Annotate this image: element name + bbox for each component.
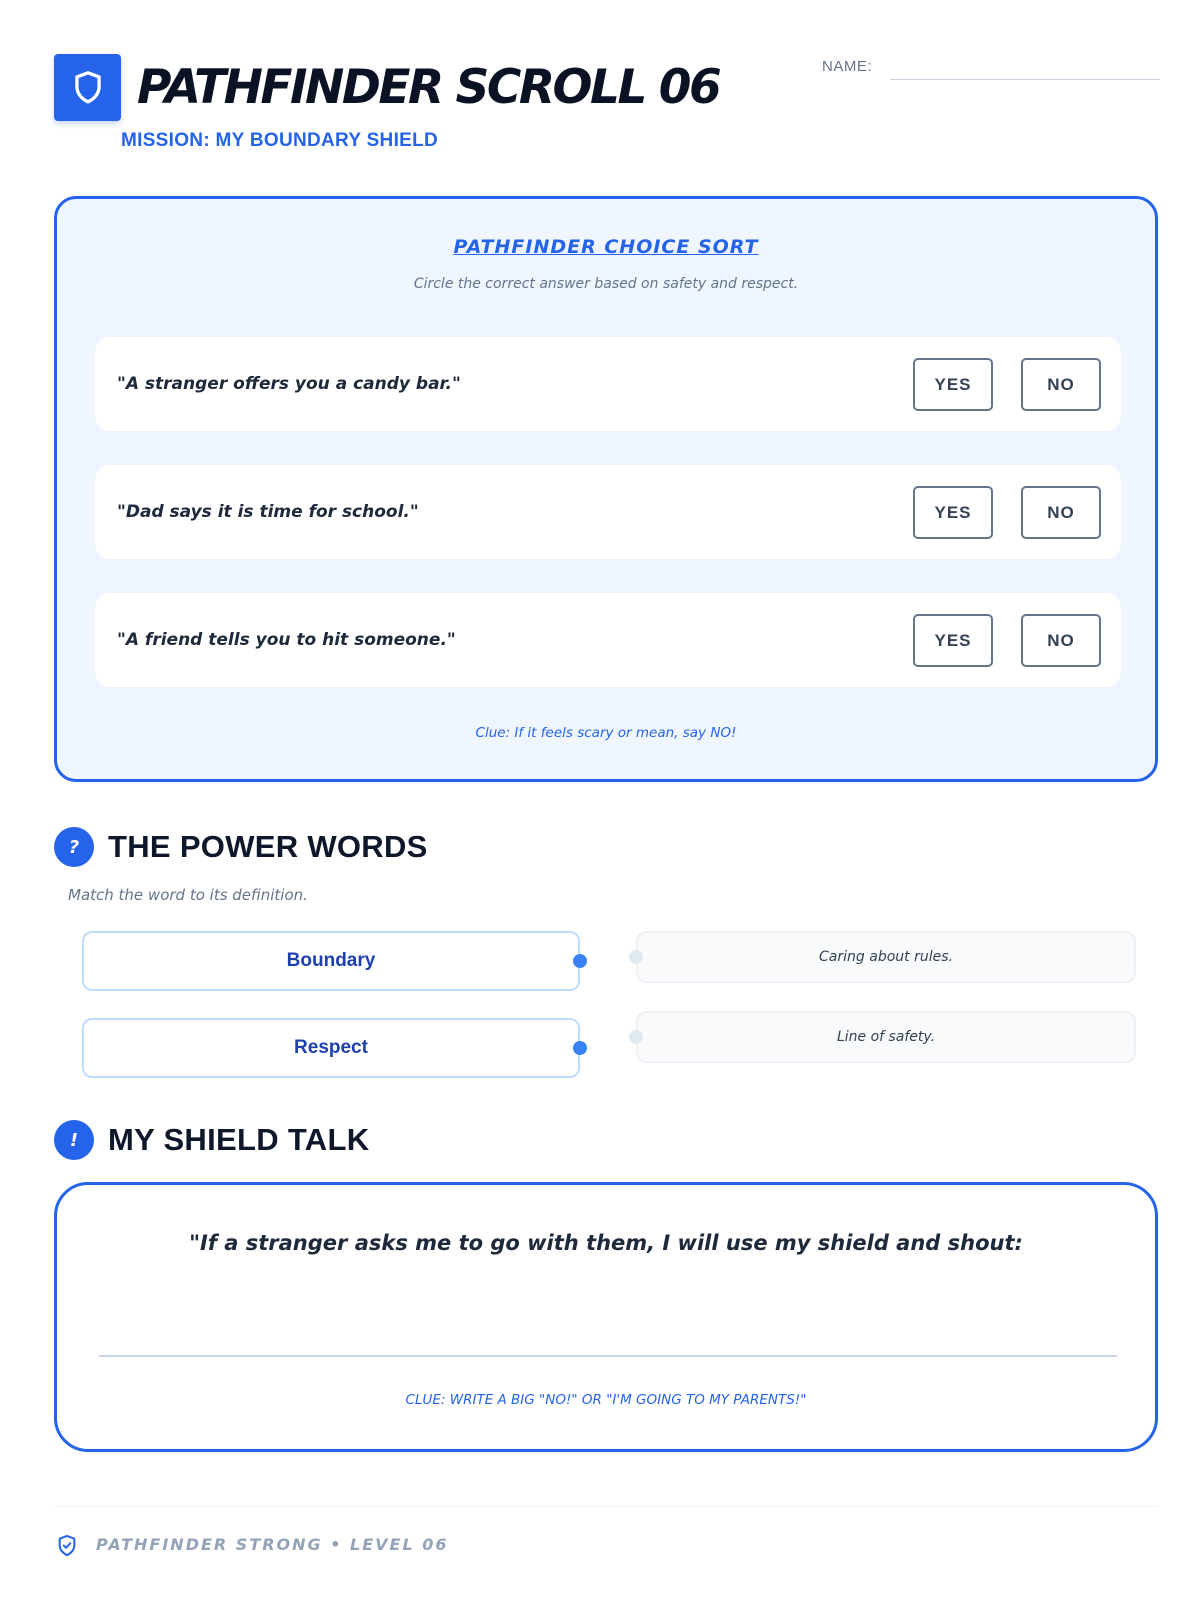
connector-dot[interactable]: [573, 1041, 587, 1055]
match-definition[interactable]: [636, 1011, 1136, 1063]
match-definition-label: Line of safety.: [836, 1029, 936, 1045]
no-button[interactable]: NO: [1021, 614, 1101, 667]
question-text: "A stranger offers you a candy bar.": [117, 374, 461, 394]
match-word-label: Respect: [294, 1037, 368, 1058]
name-field[interactable]: [890, 79, 1160, 80]
page-title: PATHFINDER SCROLL 06: [137, 60, 720, 115]
power-words-title: THE POWER WORDS: [108, 829, 428, 864]
power-words-instructions: Match the word to its definition.: [68, 886, 308, 904]
shield-talk-clue: CLUE: WRITE A BIG "NO!" OR "I'M GOING TO MY PARENTS!": [405, 1392, 807, 1408]
shield-talk-prompt: "If a stranger asks me to go with them, I will use my shield and shout:: [189, 1231, 1023, 1255]
mission-subtitle: MISSION: MY BOUNDARY SHIELD: [121, 130, 439, 151]
name-label: NAME:: [822, 58, 873, 75]
footer-divider: [54, 1506, 1158, 1507]
choice-sort-title: PATHFINDER CHOICE SORT: [453, 236, 759, 258]
shield-talk-panel: [54, 1182, 1158, 1452]
match-word-respect[interactable]: [82, 1018, 580, 1078]
yes-button[interactable]: YES: [913, 358, 993, 411]
match-definition-label: Caring about rules.: [819, 949, 953, 965]
shield-check-icon: [56, 1534, 78, 1562]
choice-sort-instructions: Circle the correct answer based on safety and respect.: [413, 276, 799, 292]
yes-button[interactable]: YES: [913, 614, 993, 667]
connector-dot[interactable]: [629, 950, 643, 964]
logo: [54, 54, 121, 121]
match-word-boundary[interactable]: [82, 931, 580, 991]
question-row: [95, 337, 1121, 431]
question-row: [95, 593, 1121, 687]
choice-sort-clue: Clue: If it feels scary or mean, say NO!: [475, 725, 737, 741]
no-button[interactable]: NO: [1021, 358, 1101, 411]
match-word-label: Boundary: [286, 950, 376, 971]
shield-icon: [71, 70, 105, 106]
exclamation-icon: !: [54, 1120, 94, 1160]
question-row: [95, 465, 1121, 559]
choice-sort-panel: [54, 196, 1158, 782]
question-text: "Dad says it is time for school.": [117, 502, 419, 522]
connector-dot[interactable]: [629, 1030, 643, 1044]
question-text: "A friend tells you to hit someone.": [117, 630, 456, 650]
shield-talk-title: MY SHIELD TALK: [108, 1122, 370, 1157]
match-definition[interactable]: [636, 931, 1136, 983]
footer-text: PATHFINDER STRONG • LEVEL 06: [96, 1535, 449, 1554]
answer-line[interactable]: [99, 1355, 1117, 1357]
yes-button[interactable]: YES: [913, 486, 993, 539]
no-button[interactable]: NO: [1021, 486, 1101, 539]
connector-dot[interactable]: [573, 954, 587, 968]
question-mark-icon: ?: [54, 827, 94, 867]
